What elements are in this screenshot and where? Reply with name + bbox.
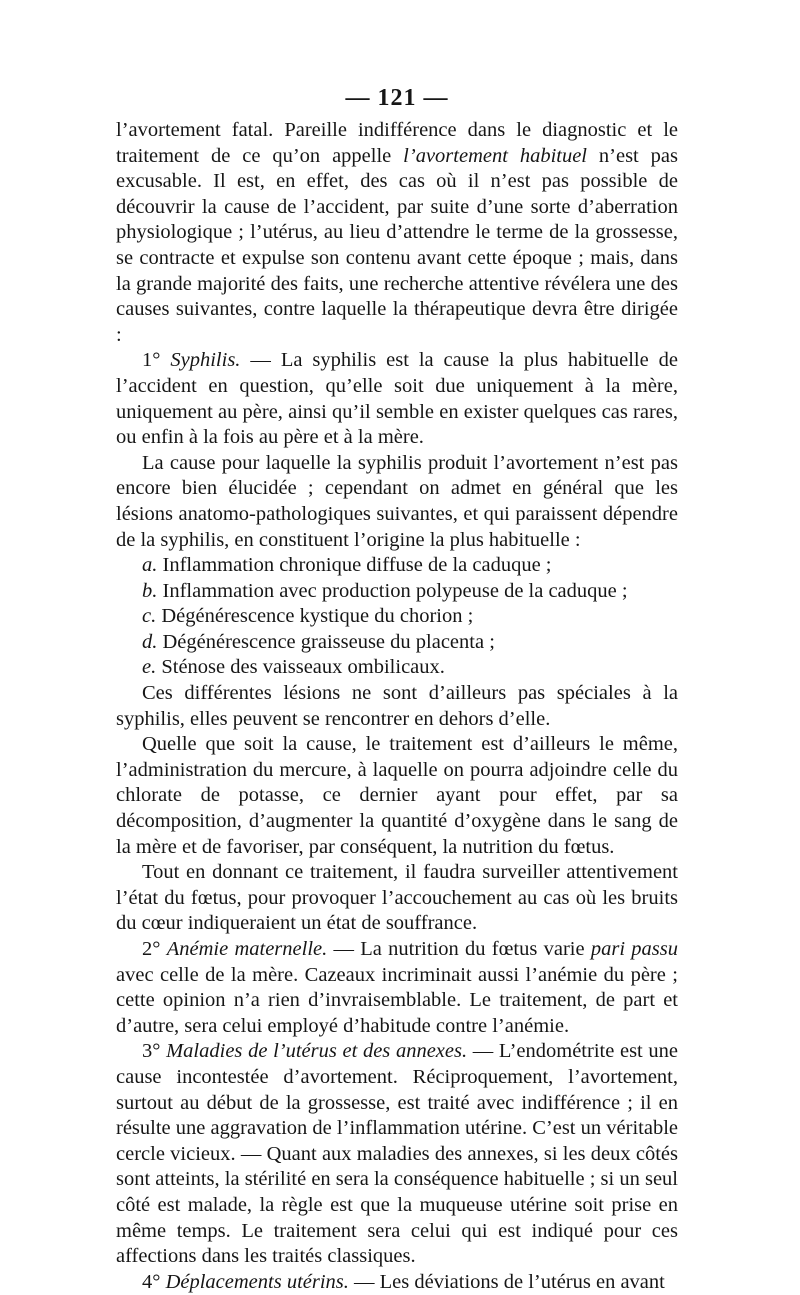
text-run: 1° [142, 349, 171, 372]
paragraph [116, 1270, 678, 1295]
italic-text: Maladies de l’utérus et des annexes. [166, 1040, 468, 1063]
text-run: n’est pas excusable. Il est, en effet, des cas où il n’est pas possible de découvrir la cause de l’accident, par suite d’une sorte d’aberration physiologique ; l’utérus, au lieu d’attendre le terme de la grossesse, se contracte et expulse son contenu avant cette époque ; mais, dans la grande majorité des faits, une recherche attentive révélera une des causes suivantes, contre laquelle la thérapeutique devra être dirigée : [116, 144, 678, 346]
text-run: Inflammation avec production polypeuse de la caduque ; [157, 579, 628, 602]
paragraph [116, 451, 678, 553]
text-run: — L’endométrite est une cause incontestée d’avortement. Réciproquement, l’avortement, surtout au début de la grossesse, est traité avec indifférence ; il en résulte une aggravation de l’inflammation utérine. C’est un véritable cercle vicieux. — Quant aux maladies des annexes, si les deux côtés sont atteints, la stérilité en sera la conséquence habituelle ; si un seul côté est malade, la règle est que la muqueuse utérine soit prise en même temps. Le traitement sera celui qui est indiqué pour ces affections dans les traités classiques. [116, 1040, 678, 1268]
italic-text: e. [142, 656, 157, 679]
italic-text: pari passu [590, 938, 678, 960]
italic-text: b. [142, 579, 158, 602]
list-item [116, 553, 678, 579]
page-body-text [116, 118, 678, 1295]
text-run: l’avortement fatal. Pareille indifférence dans le diagnostic et le traitement de ce qu’on appelle [116, 119, 678, 167]
italic-text: d. [142, 630, 158, 653]
text-run: 3° [142, 1040, 167, 1063]
text-run: — La syphilis est la cause la plus habituelle de l’accident en question, qu’elle soit due uniquement à la mère, uniquement au père, ainsi qu’il semble en exister quelques cas rares, ou enfin à la fois au père et à la mère. [116, 349, 678, 449]
text-run: Sténose des vaisseaux ombilicaux. [156, 656, 445, 679]
text-run: Tout en donnant ce traitement, il faudra surveiller attentivement l’état du fœtus, pour provoquer l’accouchement au cas où les bruits du cœur indiqueraient un état de souffrance. [116, 861, 678, 935]
paragraph [116, 860, 678, 937]
text-run: La cause pour laquelle la syphilis produit l’avortement n’est pas encore bien élucidée ; cependant on admet en général que les lésions anatomo-pathologiques suivantes, et qui paraissent dépendre de la syphilis, en constituent l’origine la plus habituelle : [116, 451, 678, 551]
paragraph [116, 732, 678, 860]
italic-text: Anémie maternelle. [166, 938, 328, 960]
italic-text: l’avortement habituel [403, 144, 587, 167]
italic-text: Déplacements utérins. [165, 1270, 349, 1293]
paragraph [116, 1039, 678, 1269]
text-run: Dégénérescence graisseuse du placenta ; [157, 630, 495, 653]
text-run: — Les déviations de l’utérus en avant [348, 1270, 665, 1293]
text-run: Inflammation chronique diffuse de la caduque ; [157, 554, 552, 577]
text-run: 4° [142, 1270, 166, 1293]
paragraph [116, 118, 678, 348]
list-item [116, 630, 678, 656]
text-run: — La nutrition du fœtus varie [327, 938, 591, 960]
italic-text: a. [142, 554, 158, 577]
text-run: 2° [142, 938, 167, 960]
text-run: Dégénérescence kystique du chorion ; [156, 605, 474, 628]
page-number: — 121 — [345, 85, 449, 111]
text-run: Quelle que soit la cause, le traitement est d’ailleurs le même, l’administration du mercure, à laquelle on pourra adjoindre celle du chlorate de potasse, ce dernier ayant pour effet, par sa décomposition, d’augmenter la quantité d’oxygène dans le sang de la mère et de favoriser, par conséquent, la nutrition du fœtus. [116, 733, 678, 858]
text-run: Ces différentes lésions ne sont d’ailleurs pas spéciales à la syphilis, elles peuvent se rencontrer en dehors d’elle. [116, 682, 678, 730]
italic-text: c. [142, 605, 157, 628]
text-run: avec celle de la mère. Cazeaux incriminait aussi l’anémie du père ; cette opinion n’a rien d’invraisemblable. Le traitement, de part et d’autre, sera celui employé d’habitude contre l’anémie. [116, 963, 678, 1037]
list-item [116, 655, 678, 681]
paragraph [116, 681, 678, 732]
list-item [116, 579, 678, 605]
paragraph [116, 937, 678, 1039]
list-item [116, 604, 678, 630]
italic-text: Syphilis. [170, 349, 241, 372]
paragraph [116, 348, 678, 450]
